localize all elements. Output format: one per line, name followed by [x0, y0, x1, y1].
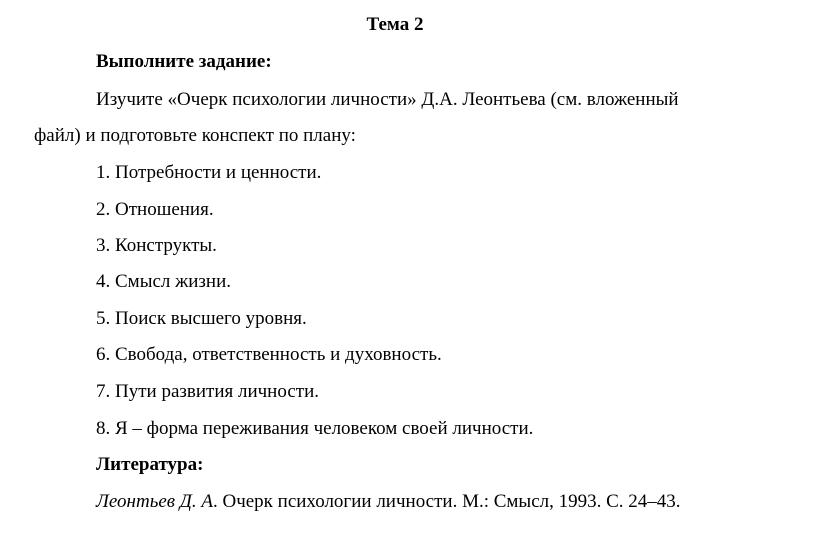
plan-item: 5. Поиск высшего уровня.	[96, 308, 307, 329]
reference-entry	[96, 490, 681, 514]
reference-author: Леонтьев Д. А	[96, 491, 213, 512]
intro-line-1: Изучите «Очерк психологии личности» Д.А. Леонтьева (см. вложенный	[96, 89, 679, 110]
plan-item: 8. Я – форма переживания человеком своей личности.	[96, 418, 534, 439]
plan-item: 7. Пути развития личности.	[96, 381, 319, 402]
plan-item: 2. Отношения.	[96, 199, 214, 220]
plan-item: 6. Свобода, ответственность и духовность.	[96, 344, 442, 365]
reference-text: . Очерк психологии личности. М.: Смысл, 1993. С. 24–43.	[212, 491, 681, 512]
intro-line-2: файл) и подготовьте конспект по плану:	[34, 125, 356, 146]
document-title: Тема 2	[366, 14, 424, 35]
plan-item: 1. Потребности и ценности.	[96, 162, 322, 183]
literature-heading: Литература:	[96, 454, 204, 475]
task-heading: Выполните задание:	[96, 51, 272, 72]
plan-item: 4. Смысл жизни.	[96, 271, 232, 292]
plan-item: 3. Конструкты.	[96, 235, 217, 256]
